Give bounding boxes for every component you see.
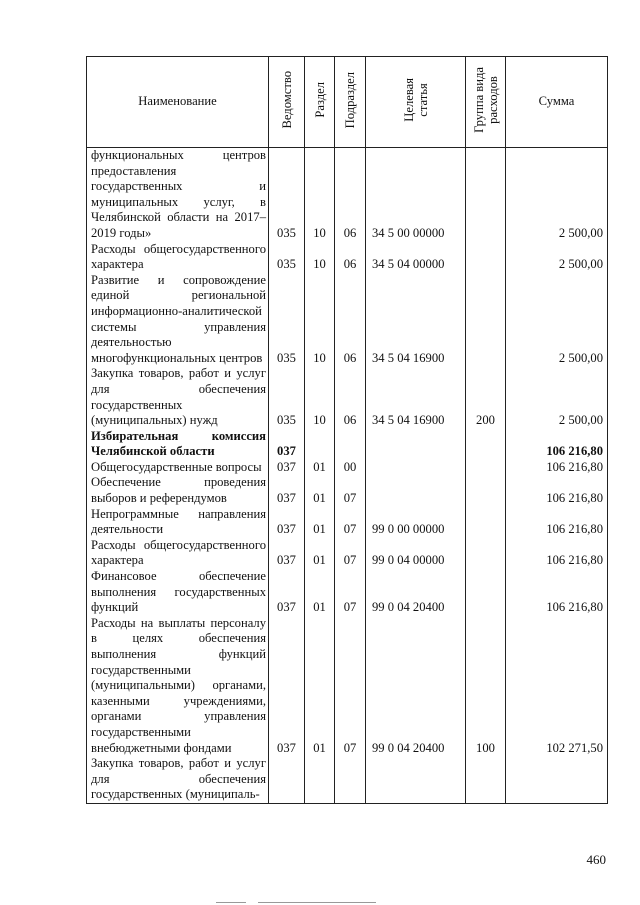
podrazdel-cell: 00 [335,460,366,476]
row-name-cell: Расходы на выплаты персоналу в целях обеспечения выполнения функций государственными (муниципальными) органами, казенными учреждениями, органами управления государственными внебюджетными фондами [87,616,269,756]
razdel-cell: 10 [305,148,335,242]
razdel-cell: 10 [305,366,335,428]
vedomstvo-cell: 037 [269,569,305,616]
footer-rule-long [258,902,376,903]
razdel-cell: 10 [305,273,335,367]
header-vedomstvo: Ведомство [269,57,305,148]
vedomstvo-cell: 035 [269,273,305,367]
razdel-cell: 01 [305,460,335,476]
row-name-cell: Финансовое обеспечение выполнения государственных функций [87,569,269,616]
summa-cell: 102 271,50 [506,616,608,756]
celevaya-statya-cell: 34 5 00 00000 [366,148,466,242]
razdel-cell: 10 [305,242,335,273]
gruppa-cell [466,538,506,569]
summa-cell: 2 500,00 [506,366,608,428]
table-row [87,616,608,756]
gruppa-cell [466,756,506,803]
header-name: Наименование [87,57,269,148]
table-row [87,242,608,273]
summa-cell [506,756,608,803]
podrazdel-cell [335,756,366,803]
podrazdel-cell: 07 [335,538,366,569]
row-name-cell: функциональных центров предоставления государственных и муниципальных услуг, в Челябинской области на 2017–2019 годы» [87,148,269,242]
podrazdel-cell: 07 [335,569,366,616]
celevaya-statya-cell: 34 5 04 16900 [366,366,466,428]
gruppa-cell [466,242,506,273]
table-row [87,569,608,616]
table-row [87,538,608,569]
table-row [87,475,608,506]
row-name-cell: Избирательная комиссия Челябинской области [87,429,269,460]
gruppa-cell: 100 [466,616,506,756]
page-number: 460 [586,852,606,867]
celevaya-statya-cell [366,756,466,803]
table-row [87,460,608,476]
row-name-cell: Обеспечение проведения выборов и референдумов [87,475,269,506]
header-razdel: Раздел [305,57,335,148]
celevaya-statya-cell: 34 5 04 00000 [366,242,466,273]
summa-cell: 106 216,80 [506,475,608,506]
vedomstvo-cell: 035 [269,148,305,242]
row-name-cell: Развитие и сопровождение единой региональной информационно-аналитической системы управления деятельностью многофункциональных центров [87,273,269,367]
vedomstvo-cell: 037 [269,616,305,756]
celevaya-statya-cell: 99 0 00 00000 [366,507,466,538]
podrazdel-cell: 06 [335,148,366,242]
vedomstvo-cell: 035 [269,242,305,273]
podrazdel-cell: 06 [335,273,366,367]
podrazdel-cell [335,429,366,460]
podrazdel-cell: 06 [335,242,366,273]
vedomstvo-cell [269,756,305,803]
razdel-cell [305,756,335,803]
razdel-cell: 01 [305,475,335,506]
razdel-cell: 01 [305,538,335,569]
vedomstvo-cell: 037 [269,460,305,476]
table-row [87,429,608,460]
row-name-cell: Закупка товаров, работ и услуг для обеспечения государственных (муниципальных) нужд [87,366,269,428]
gruppa-cell [466,475,506,506]
vedomstvo-cell: 037 [269,475,305,506]
gruppa-cell [466,148,506,242]
table-row [87,366,608,428]
table-row [87,273,608,367]
row-name-cell: Непрограммные направления деятельности [87,507,269,538]
summa-cell: 106 216,80 [506,429,608,460]
summa-cell: 106 216,80 [506,538,608,569]
vedomstvo-cell: 035 [269,366,305,428]
gruppa-cell [466,429,506,460]
summa-cell: 2 500,00 [506,242,608,273]
gruppa-cell: 200 [466,366,506,428]
gruppa-cell [466,460,506,476]
celevaya-statya-cell [366,460,466,476]
gruppa-cell [466,569,506,616]
budget-table [86,56,608,804]
summa-cell: 106 216,80 [506,507,608,538]
header-celevaya-statya: Целевая статья [366,57,466,148]
header-podrazdel: Подраздел [335,57,366,148]
row-name-cell: Расходы общегосударственного характера [87,538,269,569]
razdel-cell: 01 [305,616,335,756]
vedomstvo-cell: 037 [269,429,305,460]
table-body [87,148,608,804]
razdel-cell: 01 [305,569,335,616]
table-row [87,148,608,242]
razdel-cell [305,429,335,460]
podrazdel-cell: 07 [335,616,366,756]
summa-cell: 2 500,00 [506,148,608,242]
summa-cell: 106 216,80 [506,460,608,476]
summa-cell: 2 500,00 [506,273,608,367]
table-row [87,756,608,803]
table-header [87,57,608,148]
row-name-cell: Закупка товаров, работ и услуг для обеспечения государственных (муниципаль- [87,756,269,803]
summa-cell: 106 216,80 [506,569,608,616]
celevaya-statya-cell: 99 0 04 00000 [366,538,466,569]
celevaya-statya-cell: 34 5 04 16900 [366,273,466,367]
gruppa-cell [466,273,506,367]
table-row [87,507,608,538]
celevaya-statya-cell [366,475,466,506]
celevaya-statya-cell: 99 0 04 20400 [366,616,466,756]
row-name-cell: Общегосударственные вопросы [87,460,269,476]
header-summa: Сумма [506,57,608,148]
podrazdel-cell: 07 [335,507,366,538]
header-gruppa-vida-rashodov: Группа вида расходов [466,57,506,148]
podrazdel-cell: 07 [335,475,366,506]
gruppa-cell [466,507,506,538]
celevaya-statya-cell [366,429,466,460]
footer-rule-short [216,902,246,903]
row-name-cell: Расходы общегосударственного характера [87,242,269,273]
razdel-cell: 01 [305,507,335,538]
celevaya-statya-cell: 99 0 04 20400 [366,569,466,616]
vedomstvo-cell: 037 [269,507,305,538]
vedomstvo-cell: 037 [269,538,305,569]
podrazdel-cell: 06 [335,366,366,428]
